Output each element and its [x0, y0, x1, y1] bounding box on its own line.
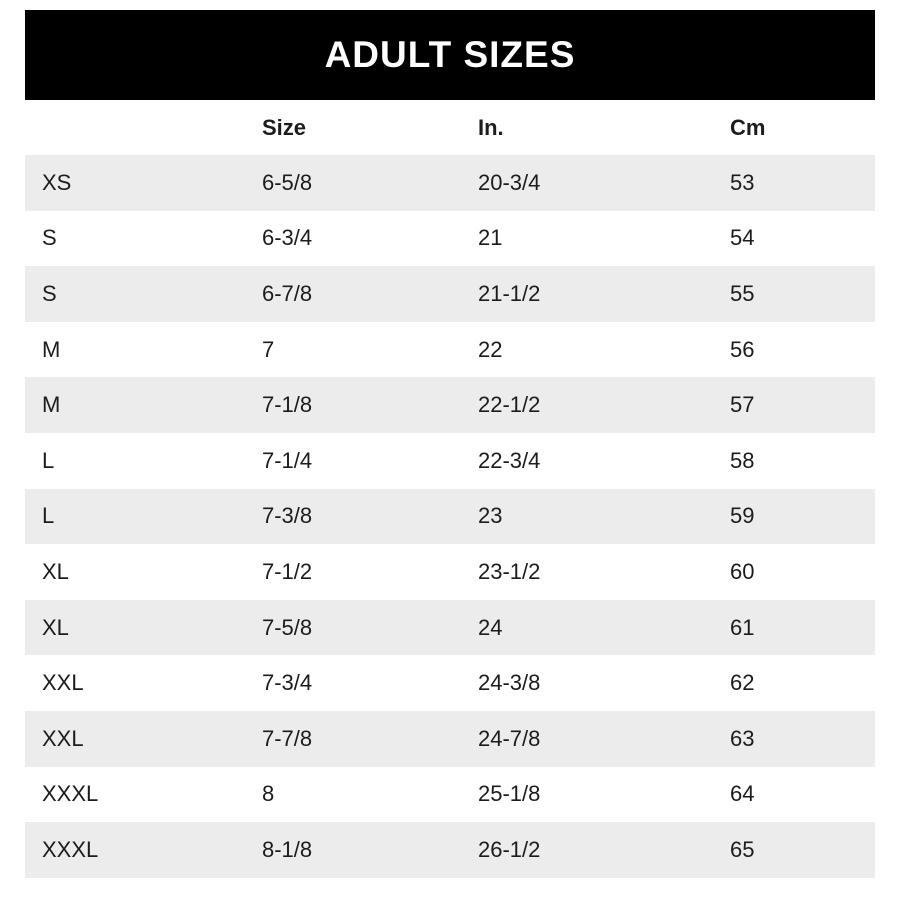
table-header-row [25, 100, 875, 155]
hat-size-cell: 7-5/8 [262, 614, 313, 640]
hat-size-cell: 8-1/8 [262, 836, 313, 862]
cm-cell: 59 [730, 503, 755, 529]
inches-cell: 21 [478, 225, 503, 251]
table-row [25, 377, 875, 433]
column-header-size: Size [262, 114, 307, 140]
table-row [25, 767, 875, 823]
cm-cell: 57 [730, 392, 755, 418]
hat-size-cell: 7-3/4 [262, 670, 313, 696]
table-row [25, 489, 875, 545]
cm-cell: 54 [730, 225, 755, 251]
cm-cell: 56 [730, 336, 755, 362]
inches-cell: 22-3/4 [478, 447, 541, 473]
column-header-inches: In. [478, 114, 504, 140]
table-row [25, 266, 875, 322]
table-row [25, 211, 875, 267]
size-label-cell: XXXL [42, 781, 99, 807]
cm-cell: 65 [730, 836, 755, 862]
inches-cell: 24-7/8 [478, 725, 541, 751]
inches-cell: 25-1/8 [478, 781, 541, 807]
inches-cell: 22 [478, 336, 503, 362]
size-label-cell: S [42, 225, 57, 251]
size-label-cell: XL [42, 614, 69, 640]
column-header-cm: Cm [730, 114, 766, 140]
table-row [25, 544, 875, 600]
cm-cell: 61 [730, 614, 755, 640]
hat-size-cell: 7-3/8 [262, 503, 313, 529]
table-row [25, 322, 875, 378]
cm-cell: 64 [730, 781, 755, 807]
inches-cell: 23 [478, 503, 503, 529]
size-label-cell: L [42, 447, 55, 473]
inches-cell: 20-3/4 [478, 169, 541, 195]
hat-size-cell: 7-7/8 [262, 725, 313, 751]
hat-size-cell: 6-3/4 [262, 225, 313, 251]
cm-cell: 60 [730, 558, 755, 584]
size-label-cell: S [42, 280, 57, 306]
size-label-cell: M [42, 336, 61, 362]
size-label-cell: XS [42, 169, 72, 195]
inches-cell: 22-1/2 [478, 392, 541, 418]
hat-size-cell: 8 [262, 781, 275, 807]
table-row [25, 155, 875, 211]
hat-size-cell: 7-1/2 [262, 558, 313, 584]
chart-title-banner [25, 10, 875, 100]
inches-cell: 23-1/2 [478, 558, 541, 584]
size-table-body [25, 155, 875, 878]
cm-cell: 63 [730, 725, 755, 751]
table-row [25, 433, 875, 489]
page-title: ADULT SIZES [324, 34, 576, 75]
hat-size-cell: 7-1/4 [262, 447, 313, 473]
size-label-cell: L [42, 503, 55, 529]
size-label-cell: M [42, 392, 61, 418]
size-label-cell: XXL [42, 725, 84, 751]
table-row [25, 822, 875, 878]
inches-cell: 24 [478, 614, 503, 640]
size-label-cell: XXL [42, 670, 84, 696]
table-row [25, 711, 875, 767]
hat-size-cell: 6-7/8 [262, 280, 313, 306]
hat-size-cell: 7-1/8 [262, 392, 313, 418]
cm-cell: 55 [730, 280, 755, 306]
cm-cell: 58 [730, 447, 755, 473]
hat-size-cell: 7 [262, 336, 275, 362]
size-label-cell: XL [42, 558, 69, 584]
inches-cell: 26-1/2 [478, 836, 541, 862]
table-row [25, 655, 875, 711]
hat-size-cell: 6-5/8 [262, 169, 313, 195]
inches-cell: 24-3/8 [478, 670, 541, 696]
cm-cell: 62 [730, 670, 755, 696]
inches-cell: 21-1/2 [478, 280, 541, 306]
cm-cell: 53 [730, 169, 755, 195]
size-label-cell: XXXL [42, 836, 99, 862]
table-row [25, 600, 875, 656]
